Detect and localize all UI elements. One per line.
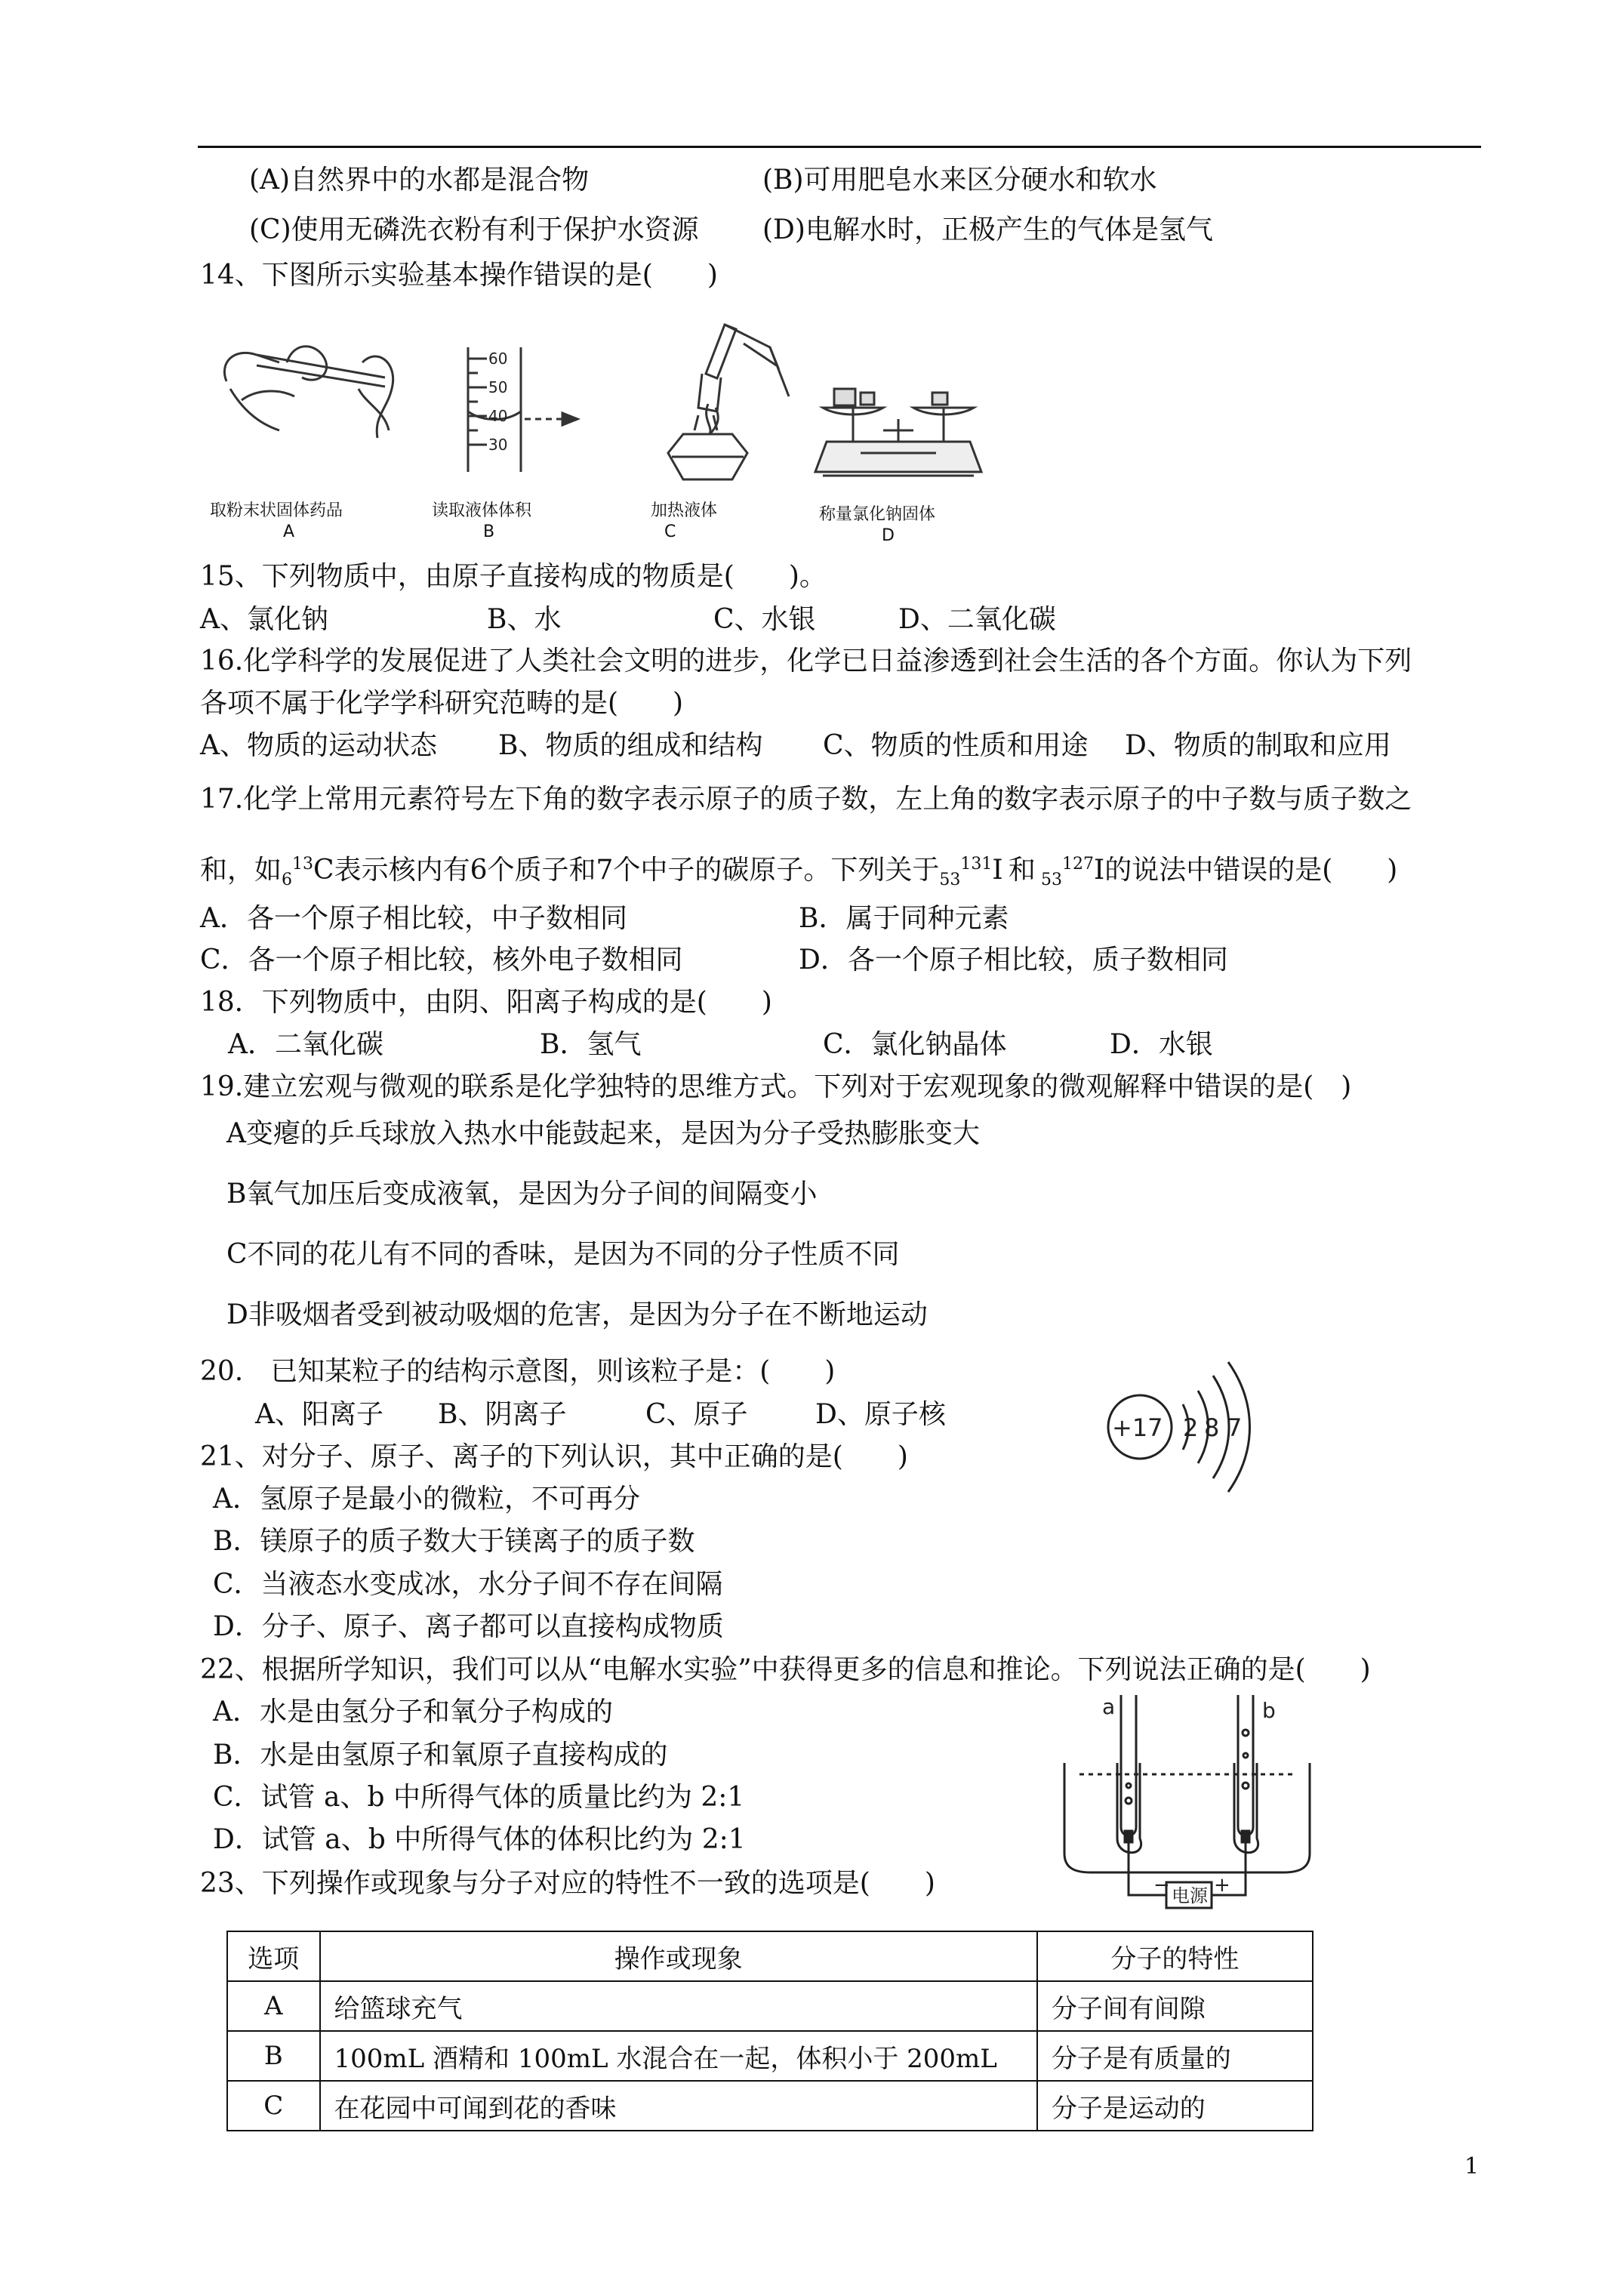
figure-c-caption: 加热液体 (651, 501, 718, 520)
row-a-operation: 给篮球充气 (320, 1981, 1037, 2031)
atom-structure-diagram (1098, 1351, 1272, 1510)
figure-a-caption: 取粉末状固体药品 (210, 501, 343, 520)
iso3-sup: 127 (1062, 855, 1095, 874)
q18-option-d: D．水银 (1110, 1029, 1213, 1060)
table-row (227, 2081, 1313, 2131)
header-property: 分子的特性 (1037, 1931, 1313, 1981)
q17-option-c: C．各一个原子相比较，核外电子数相同 (200, 945, 683, 975)
iso2-element: I (992, 855, 1003, 886)
figure-a-powder (211, 317, 408, 453)
q23-stem: 23、下列操作或现象与分子对应的特性不一致的选项是( ) (200, 1868, 935, 1899)
power-source-label: 电源 (1172, 1885, 1208, 1906)
q16-option-a: A、物质的运动状态 (200, 730, 437, 761)
q18-option-b: B．氢气 (540, 1029, 642, 1060)
atom-shell-2: 8 (1204, 1413, 1220, 1442)
q22-stem: 22、根据所学知识，我们可以从“电解水实验”中获得更多的信息和推论。下列说法正确的是( ) (200, 1654, 1371, 1685)
q15-option-b: B、水 (487, 604, 562, 635)
q20-option-a: A、阳离子 (255, 1399, 383, 1430)
q21-option-a: A．氢原子是最小的微粒，不可再分 (213, 1484, 640, 1515)
q19-option-d: D非吸烟者受到被动吸烟的危害，是因为分子在不断地运动 (226, 1299, 928, 1330)
q21-stem: 21、对分子、原子、离子的下列认识，其中正确的是( ) (200, 1441, 908, 1472)
iso3-element: I (1094, 855, 1105, 886)
power-minus: − (1153, 1874, 1170, 1897)
power-plus: + (1214, 1874, 1230, 1897)
figure-d-balance (808, 362, 989, 491)
q21-option-b: B．镁原子的质子数大于镁离子的质子数 (213, 1526, 695, 1557)
table-row (227, 1981, 1313, 2031)
figure-b-tick-40: 40 (488, 407, 508, 425)
header-operation: 操作或现象 (320, 1931, 1037, 1981)
figure-b-caption: 读取液体体积 (432, 501, 532, 520)
q16-option-c: C、物质的性质和用途 (823, 730, 1089, 761)
tube-a-label: a (1102, 1694, 1116, 1719)
row-b-operation: 100mL 酒精和 100mL 水混合在一起，体积小于 200mL (320, 2031, 1037, 2081)
q17-text-b: 表示核内有6个质子和7个中子的碳原子。下列关于 (334, 855, 940, 886)
q15-option-a: A、氯化钠 (200, 604, 328, 635)
figure-a-letter: A (283, 522, 295, 541)
q21-option-d: D．分子、原子、离子都可以直接构成物质 (213, 1611, 724, 1642)
q15-option-d: D、二氧化碳 (898, 604, 1056, 635)
header-rule (198, 146, 1481, 148)
figure-b-tick-60: 60 (488, 350, 508, 368)
q20-option-c: C、原子 (645, 1399, 748, 1430)
atom-nucleus: +17 (1112, 1413, 1163, 1442)
q20-stem: 20. 已知某粒子的结构示意图，则该粒子是：( ) (200, 1356, 836, 1387)
figure-b-cylinder (449, 344, 593, 479)
q14-stem: 14、下图所示实验基本操作错误的是( ) (200, 260, 718, 291)
q19-stem: 19.建立宏观与微观的联系是化学独特的思维方式。下列对于宏观现象的微观解释中错误的是( ) (200, 1071, 1352, 1102)
q19-option-a: A变瘪的乒乓球放入热水中能鼓起来，是因为分子受热膨胀变大 (226, 1118, 980, 1149)
q17-option-b: B．属于同种元素 (799, 903, 1009, 934)
q13-option-a: (A)自然界中的水都是混合物 (249, 165, 590, 196)
row-c-option: C (227, 2081, 320, 2131)
q18-option-a: A．二氧化碳 (228, 1029, 383, 1060)
figure-c-heating (627, 313, 793, 491)
iso1-element: C (313, 855, 334, 886)
atom-shell-3: 7 (1227, 1413, 1243, 1442)
q15-stem: 15、下列物质中，由原子直接构成的物质是( )。 (200, 561, 827, 592)
q17-text-c: 和 (1008, 855, 1036, 886)
q22-option-c: C．试管 a、b 中所得气体的质量比约为 2:1 (213, 1782, 745, 1813)
iso1-sub: 6 (282, 871, 293, 890)
q16-option-b: B、物质的组成和结构 (498, 730, 763, 761)
figure-c-letter: C (664, 522, 676, 541)
row-c-property: 分子是运动的 (1037, 2081, 1313, 2131)
q17-option-d: D．各一个原子相比较，质子数相同 (799, 945, 1228, 975)
q16-stem-line2: 各项不属于化学学科研究范畴的是( ) (200, 688, 684, 719)
q23-table (226, 1931, 1313, 2131)
iso3-sub: 53 (1041, 871, 1063, 890)
q18-option-c: C．氯化钠晶体 (823, 1029, 1007, 1060)
table-header-row (227, 1931, 1313, 1981)
tube-b-label: b (1262, 1698, 1276, 1723)
figure-b-letter: B (483, 522, 495, 541)
q13-option-c: (C)使用无磷洗衣粉有利于保护水资源 (249, 214, 699, 245)
q22-option-a: A．水是由氢分子和氧分子构成的 (213, 1697, 613, 1727)
q18-stem: 18．下列物质中，由阴、阳离子构成的是( ) (200, 987, 772, 1018)
atom-shell-1: 2 (1183, 1413, 1199, 1442)
q22-option-b: B．水是由氢原子和氧原子直接构成的 (213, 1740, 668, 1771)
row-c-operation: 在花园中可闻到花的香味 (320, 2081, 1037, 2131)
q16-stem-line1: 16.化学科学的发展促进了人类社会文明的进步，化学已日益渗透到社会生活的各个方面。你认为下列 (200, 646, 1412, 676)
table-row (227, 2031, 1313, 2081)
q15-option-c: C、水银 (713, 604, 816, 635)
q22-option-d: D．试管 a、b 中所得气体的体积比约为 2:1 (213, 1824, 746, 1855)
row-a-option: A (227, 1981, 320, 2031)
q19-option-c: C不同的花儿有不同的香味，是因为不同的分子性质不同 (226, 1239, 900, 1270)
header-option: 选项 (227, 1931, 320, 1981)
q17-text-d: 的说法中错误的是( ) (1104, 855, 1398, 886)
q17-option-a: A．各一个原子相比较，中子数相同 (200, 903, 627, 934)
row-b-property: 分子是有质量的 (1037, 2031, 1313, 2081)
figure-d-caption: 称量氯化钠固体 (819, 505, 936, 524)
q13-option-b: (B)可用肥皂水来区分硬水和软水 (762, 165, 1157, 196)
q19-option-b: B氧气加压后变成液氧，是因为分子间的间隔变小 (226, 1179, 818, 1210)
q17-text-a: 和，如 (200, 855, 282, 886)
electrolysis-apparatus (1057, 1687, 1329, 1914)
iso2-sup: 131 (960, 855, 993, 874)
figure-d-letter: D (882, 526, 895, 545)
figure-b-tick-30: 30 (488, 436, 508, 454)
iso1-sup: 13 (292, 855, 314, 874)
q20-option-d: D、原子核 (815, 1399, 946, 1430)
q16-option-d: D、物质的制取和应用 (1125, 730, 1391, 761)
q13-option-d: (D)电解水时，正极产生的气体是氢气 (762, 214, 1213, 245)
q17-stem-line2 (200, 848, 1397, 897)
page-number: 1 (1464, 2153, 1480, 2180)
q20-option-b: B、阴离子 (438, 1399, 567, 1430)
row-b-option: B (227, 2031, 320, 2081)
q17-stem-line1: 17.化学上常用元素符号左下角的数字表示原子的质子数，左上角的数字表示原子的中子数与质子数之 (200, 784, 1412, 815)
iso2-sub: 53 (939, 871, 961, 890)
row-a-property: 分子间有间隙 (1037, 1981, 1313, 2031)
figure-b-tick-50: 50 (488, 378, 508, 396)
q21-option-c: C．当液态水变成冰，水分子间不存在间隔 (213, 1569, 723, 1600)
